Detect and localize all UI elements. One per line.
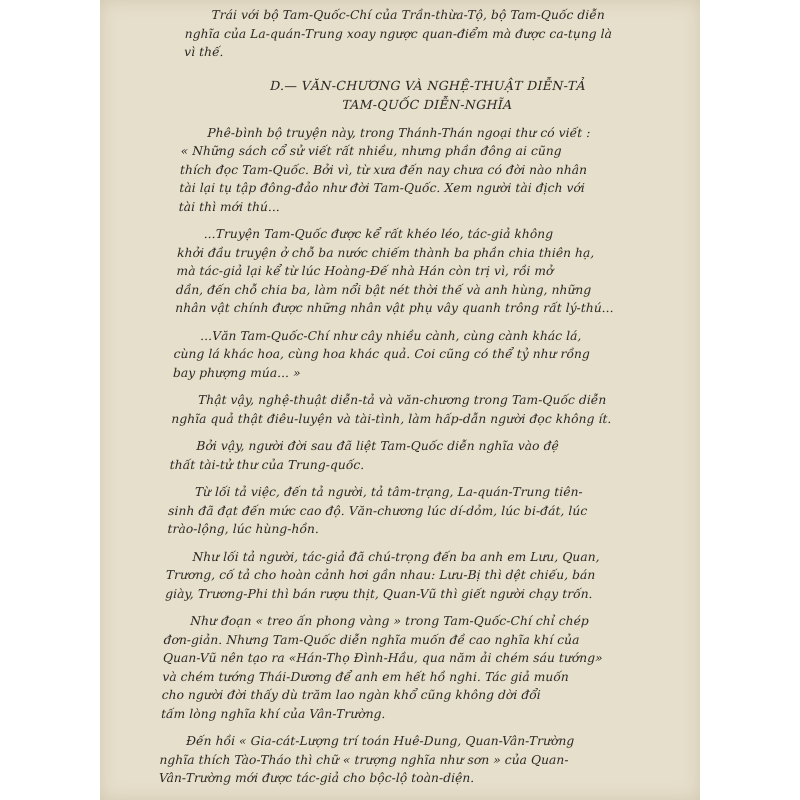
heading-line-2: TAM-QUỐC DIỄN-NGHĨA	[341, 96, 513, 112]
text-line: cùng lá khác hoa, cùng hoa khác quả. Coi cũng có thể tỷ như rồng	[173, 347, 591, 361]
book-page	[100, 0, 700, 800]
text-line: và chém tướng Thái-Dương để anh em hết hồ nghi. Tác giả muốn	[162, 669, 570, 684]
paragraph-6	[169, 437, 660, 474]
text-line: khởi đầu truyện ở chỗ ba nước chiếm thành ba phần chia thiên hạ,	[176, 245, 595, 260]
text-line: Trương, cố tả cho hoàn cảnh hơi gần nhau: Lưu-Bị thì dệt chiếu, bán	[165, 568, 596, 582]
section-heading	[182, 76, 673, 114]
text-line: nghĩa của La-quán-Trung xoay ngược quan-điểm mà được ca-tụng là	[184, 26, 613, 41]
heading-line-1: D.— VĂN-CHƯƠNG VÀ NGHỆ-THUẬT DIỄN-TẢ	[269, 77, 587, 93]
paragraph-5	[171, 391, 662, 428]
text-line: cho người đời thấy dù trăm lao ngàn khổ cũng không dời đổi	[161, 688, 542, 702]
text-line: tài lại tụ tập đông-đảo như đời Tam-Quốc. Xem người tài địch với	[179, 181, 586, 195]
text-line: sinh đã đạt đến mức cao độ. Văn-chương lúc dí-dỏm, lúc bi-đát, lúc	[167, 503, 588, 518]
paragraph-2	[178, 124, 671, 217]
text-line: ...Văn Tam-Quốc-Chí như cây nhiều cành, cùng cành khác lá,	[200, 328, 582, 343]
paragraph-8	[165, 548, 657, 604]
paragraph-7	[167, 483, 659, 539]
paragraph-9	[161, 612, 655, 723]
paragraph-4	[173, 327, 665, 383]
text-line: nghĩa quả thật điêu-luyện và tài-tình, làm hấp-dẫn người đọc không ít.	[171, 411, 612, 426]
text-line: « Những sách cổ sử viết rất nhiều, nhưng phần đông ai cũng	[180, 144, 562, 158]
text-line: nhân vật chính được những nhân vật phụ vây quanh trông rất lý-thú...	[175, 301, 614, 315]
text-line: vì thế.	[183, 45, 224, 59]
text-line: đơn-giản. Nhưng Tam-Quốc diễn nghĩa muốn đề cao nghĩa khí của	[163, 632, 580, 647]
text-line: giày, Trương-Phi thì bán rượu thịt, Quan-Vũ thì giết người chạy trốn.	[165, 586, 593, 601]
text-line: thất tài-tử thư của Trung-quốc.	[169, 457, 365, 472]
text-line: ...Truyện Tam-Quốc được kể rất khéo léo, tác-giả không	[203, 227, 554, 241]
text-line: Từ lối tả việc, đến tả người, tả tâm-trạng, La-quán-Trung tiên-	[194, 485, 584, 499]
text-line: bay phượng múa... »	[172, 365, 301, 380]
text-line: trào-lộng, lúc hùng-hồn.	[167, 522, 320, 536]
text-line: Phê-bình bộ truyện này, trong Thánh-Thán ngoại thư có viết :	[207, 125, 591, 140]
text-line: Vân-Trường mới được tác-giả cho bộc-lộ toàn-diện.	[158, 771, 475, 785]
text-line: Quan-Vũ nên tạo ra «Hán-Thọ Đình-Hầu, qua năm ải chém sáu tướng»	[162, 651, 603, 665]
text-line: Trái với bộ Tam-Quốc-Chí của Trần-thừa-Tộ, bộ Tam-Quốc diễn	[211, 8, 606, 22]
text-line: thích đọc Tam-Quốc. Bởi vì, từ xưa đến nay chưa có đời nào nhân	[179, 162, 588, 177]
paragraph-1	[184, 6, 676, 62]
paragraph-10	[159, 732, 651, 788]
text-line: mà tác-giả lại kể từ lúc Hoàng-Đế nhà Hán còn trị vì, rồi mở	[176, 264, 554, 278]
page-text	[158, 6, 676, 797]
text-line: Như lối tả người, tác-giả đã chú-trọng đến ba anh em Lưu, Quan,	[192, 549, 600, 564]
text-line: Bởi vậy, người đời sau đã liệt Tam-Quốc diễn nghĩa vào đệ	[196, 439, 560, 453]
text-line: nghĩa thích Tào-Tháo thì chữ « trượng nghĩa như sơn » của Quan-	[159, 752, 569, 767]
paragraph-3	[175, 225, 668, 318]
text-line: Đến hồi « Gia-cát-Lượng trí toán Huê-Dung, Quan-Vân-Trường	[185, 734, 575, 748]
text-line: Như đoạn « treo ấn phong vàng » trong Tam-Quốc-Chí chỉ chép	[190, 614, 590, 628]
text-line: tài thì mới thú...	[178, 199, 281, 214]
text-line: tấm lòng nghĩa khí của Vân-Trường.	[160, 706, 386, 721]
text-line: Thật vậy, nghệ-thuật diễn-tả và văn-chương trong Tam-Quốc diễn	[197, 393, 607, 407]
text-line: dần, đến chỗ chia ba, làm nổi bật nét thời thế và anh hùng, những	[175, 282, 592, 297]
